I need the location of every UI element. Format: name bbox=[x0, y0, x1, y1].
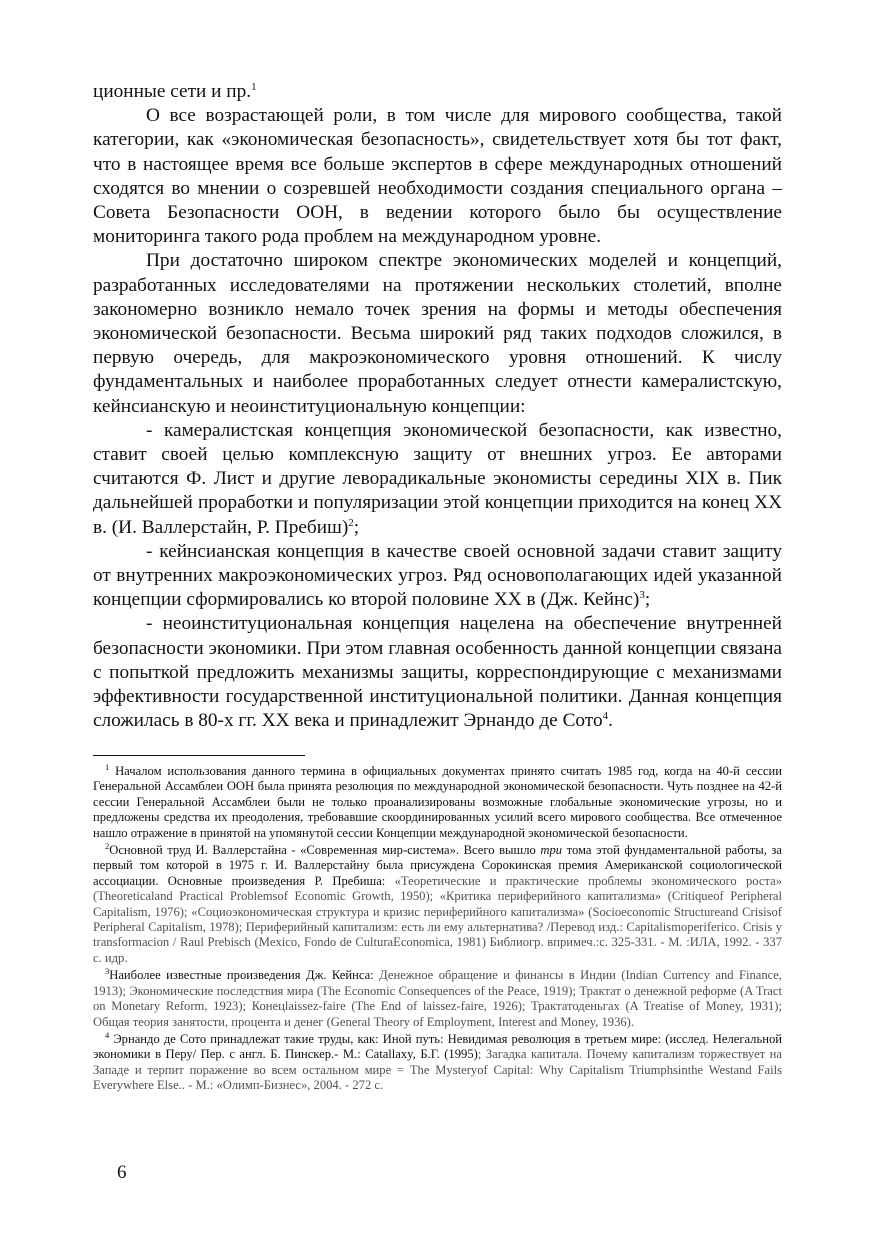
main-text bbox=[93, 78, 782, 733]
paragraph-economic-security: О все возрастающей роли, в том числе для мирового сообщества, такой категории, как «экономическая безопасность», свидетельствует хотя бы тот факт, что в настоящее время все больше экспертов в сфере международных отношений сходятся во мнении о созревшей необходимости создания специального органа – Совета Безопасности ООН, в ведении которого было бы осуществление мониторинга такого рода проблем на международном уровне. bbox=[93, 105, 782, 248]
list-item-keynesian: - кейнсианская концепция в качестве своей основной задачи ставит защиту от внутренних макроэкономических угроз. Ряд основополагающих идей указанной концепции сформировались ко второй половине XX в (Дж. Кейнс)$^3$; bbox=[93, 540, 782, 611]
paragraph-continuation: ционные сети и пр.$^1$ bbox=[93, 81, 257, 102]
footnote-1: $^1$ Началом использования данного термина в официальных документах принято считать 1985 год, когда на 40-й сессии Генеральной Ассамблеи ООН была принята резолюция по международной экономической безопасности. Чуть позднее на 42-й сессии Генеральной Ассамблеи были не только проанализированы возможные глобальные экономические угрозы, но и предложены средства их преодоления, требовавшие скоординированных усилий всего мирового сообщества. Все отмеченное нашло отражение в принятой на упомянутой сессии Концепции международной экономической безопасности. bbox=[93, 762, 782, 840]
footnotes bbox=[93, 764, 782, 1096]
footnote-2: $^2$Основной труд И. Валлерстайна - «Современная мир-система». Всего вышло три тома этой фундаментальной работы, за первый том которой в 1975 г. И. Валлерстайну была присуждена Сорокинская премия Американской социологической ассоциации. Основные произведения Р. Пребиша: «Теоретические и практические проблемы экономического роста» (Theoreticaland Practical Problemsof Economic Growth, 1950); «Критика периферийного капитализма» (Critiqueof Peripheral Capitalism, 1976); «Социоэкономическая структура и кризис периферийного капитализма» (Socioeconomic Structureand Crisisof Peripheral Capitalism, 1978); Периферийный капитализм: есть ли ему альтернатива? /Перевод изд.: Capitalismoperiferico. Crisis y transformacion / Raul Prebisch (Mexico, Fondo de CulturaEconomica, 1981) Библиогр. впримеч.:с. 325-331. - М. :ИЛА, 1992. - 337 с. идр. bbox=[93, 841, 782, 965]
footnote-ref-3: 3 bbox=[639, 589, 645, 602]
footnote-separator bbox=[93, 755, 305, 756]
page-number: 6 bbox=[117, 1162, 127, 1183]
footnote-ref-4: 4 bbox=[602, 710, 609, 723]
footnote-4: $^4$ Эрнандо де Сото принадлежат такие труды, как: Иной путь: Невидимая революция в третьем мире: (исслед. Нелегальной экономики в Перу/ Пер. с англ. Б. Пинскер.- М.: Catallaxy, Б.Г. (1995); Загадка капитала. Почему капитализм торжествует на Западе и терпит поражение во всем остальном мире = The Mysteryof Capital: Why Capitalism Triumphsinthe Westand Fails Everywhere Else.. - М.: «Олимп-Бизнес», 2004. - 272 с. bbox=[93, 1029, 783, 1093]
footnote-ref-1: 1 bbox=[251, 81, 257, 93]
paragraph-concepts-intro: При достаточно широком спектре экономических моделей и концепций, разработанных исследователями на протяжении нескольких столетий, вполне закономерно возникло немало точек зрения на формы и методы обеспечения экономической безопасности. Весьма широкий ряд таких подходов сложился, в первую очередь, для макроэкономического уровня отношений. К числу фундаментальных и наиболее проработанных следует отнести камералистскую, кейнсианскую и неоинституциональную концепции: bbox=[93, 250, 782, 417]
list-item-neoinstitutional: - неоинституциональная концепция нацелена на обеспечение внутренней безопасности экономики. При этом главная особенность данной концепции связана с попыткой предложить механизмы защиты, корреспондирующие с механизмами эффективности государственной институциональной политики. Данная концепция сложилась в 80-х гг. XX века и принадлежит Эрнандо де Сото$^4$. bbox=[93, 613, 782, 732]
list-item-cameralist: - камералистская концепция экономической безопасности, как известно, ставит своей целью комплексную защиту от внешних угроз. Ее авторами считаются Ф. Лист и другие леворадикальные экономисты середины XIX в. Пик дальнейшей проработки и популяризации этой концепции приходится на конец XX в. (И. Валлерстайн, Р. Пребиш)$^2$; bbox=[93, 419, 782, 538]
footnote-3: $^3$Наиболее известные произведения Дж. Кейнса: Денежное обращение и финансы в Индии (Indian Currency and Finance, 1913); Экономические последствия мира (The Economic Consequences of the Peace, 1919); Трактат о денежной реформе (A Tract on Monetary Reform, 1923); Конецlaissez-faire (The End of laissez-faire, 1926); Трактатоденьгах (A Treatise of Money, 1931); Общая теория занятости, процента и денег (General Theory of Employment, Interest and Money, 1936). bbox=[93, 966, 783, 1029]
footnote-ref-2: 2 bbox=[348, 516, 354, 529]
